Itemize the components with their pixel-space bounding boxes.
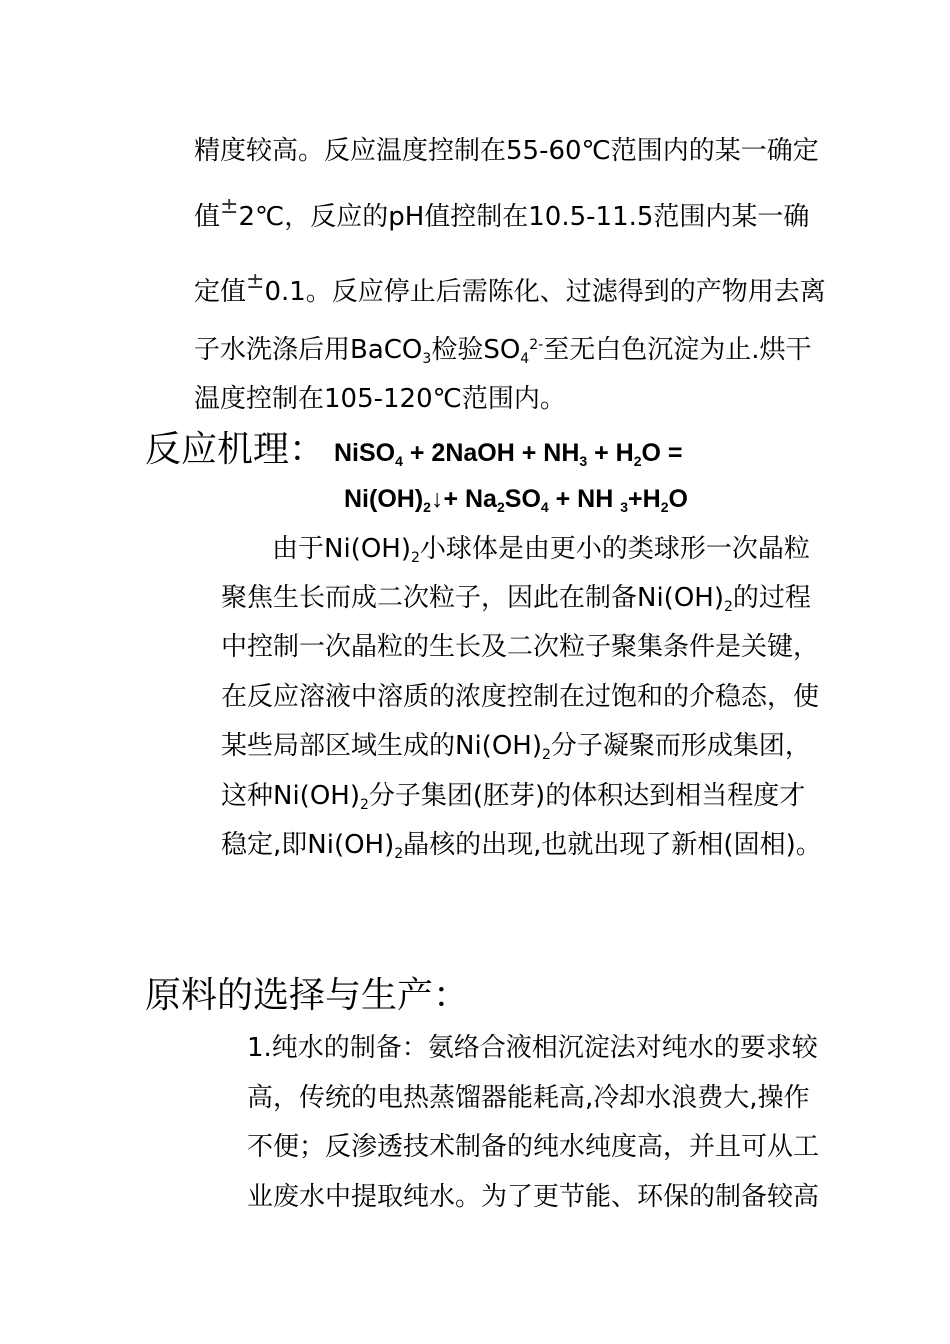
equation-line: NiSO$_4$ + 2NaOH + $NH_3 + H_2O$ = (334, 439, 683, 469)
plus-minus-symbol: ± (220, 194, 239, 219)
text-line: 精度较高。反应温度控制在55-60℃范围内的某一确定 (194, 136, 819, 166)
equation-line: $Ni(OH)_2↓+ Na_2SO_4$ + NH $_3+H_2O$ (344, 485, 688, 515)
text-line: 高，传统的电热蒸馏器能耗高,冷却水浪费大,操作 (247, 1083, 810, 1113)
text-line: 温度控制在105-120℃范围内。 (194, 384, 566, 414)
text-line: 聚焦生长而成二次粒子，因此在制备$Ni(OH)_2$的过程 (221, 583, 811, 615)
text-line: 稳定,即$Ni(OH)_2$晶核的出现,也就出现了新相(固相)。 (221, 830, 822, 862)
text-line: 中控制一次晶粒的生长及二次粒子聚集条件是关键， (221, 632, 820, 662)
text-line: 1.纯水的制备：氨络合液相沉淀法对纯水的要求较 (247, 1033, 818, 1063)
text-line: 业废水中提取纯水。为了更节能、环保的制备较高 (247, 1182, 820, 1212)
text-line: 某些局部区域生成的$Ni(OH)_2$分子凝聚而形成集团， (221, 731, 811, 763)
section-heading: 原料的选择与生产： (145, 975, 470, 1016)
text-line: 子水洗涤后用BaCO$_3$检验$SO_4^{2-}$至无白色沉淀为止.烘干 (194, 335, 812, 367)
text-line: 定值±0.1。反应停止后需陈化、过滤得到的产物用去离 (194, 269, 826, 307)
plus-minus-symbol: ± (246, 269, 265, 294)
text-line: 不便；反渗透技术制备的纯水纯度高，并且可从工 (247, 1132, 820, 1162)
section-heading: 反应机理： (145, 429, 326, 470)
text-line: 值±2℃，反应的pH值控制在10.5-11.5范围内某一确 (194, 194, 810, 232)
text-line: 由于$Ni(OH)_2$小球体是由更小的类球形一次晶粒 (272, 534, 810, 566)
text-line: 在反应溶液中溶质的浓度控制在过饱和的介稳态，使 (221, 682, 820, 712)
text-line: 这种$Ni(OH)_2$分子集团(胚芽)的体积达到相当程度才 (221, 781, 806, 813)
